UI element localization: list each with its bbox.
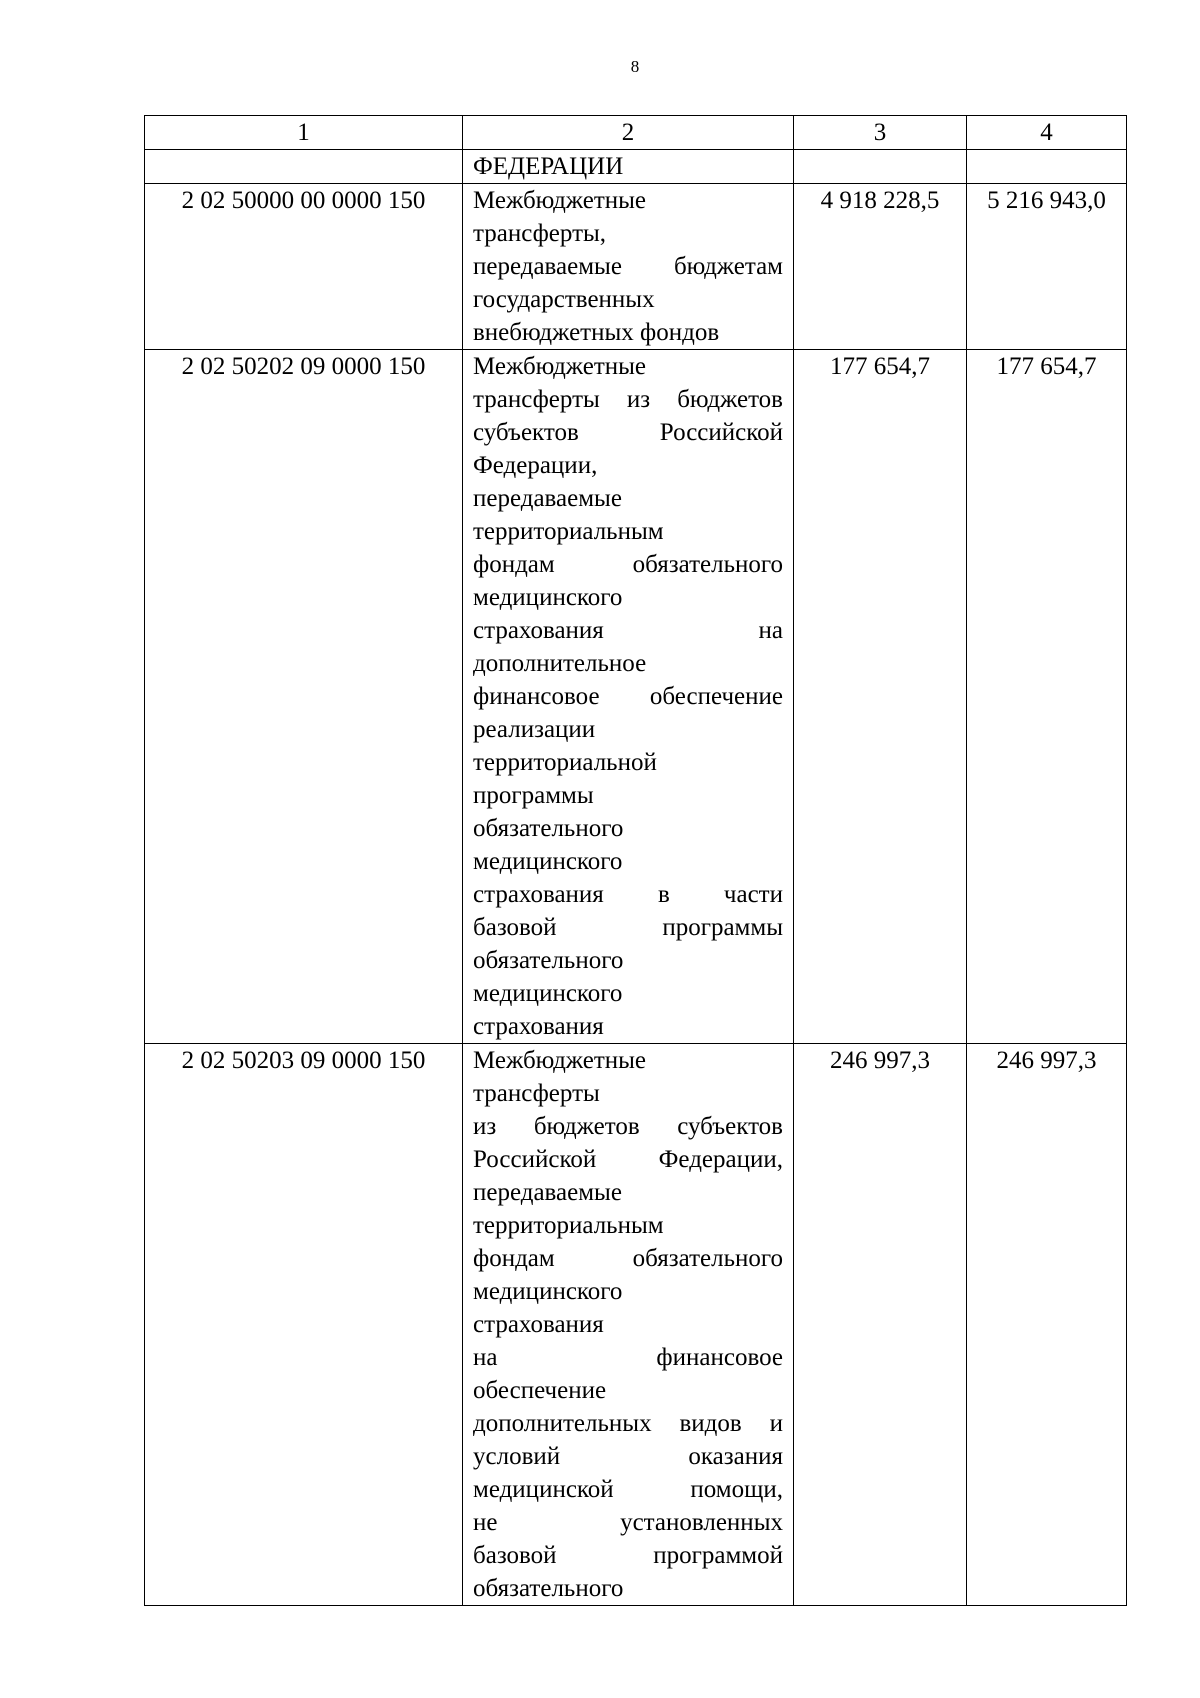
income-name-line: страхования на (473, 617, 783, 644)
income-name-cell (463, 150, 794, 184)
income-name-line: трансферты, (473, 220, 607, 247)
table-header-row (145, 116, 1127, 150)
income-name-line: условий оказания (473, 1443, 783, 1470)
income-name-line: базовой программы (473, 914, 783, 941)
budget-code-cell: 2 02 50000 00 0000 150 (145, 184, 463, 350)
column-header-2: 2 (463, 116, 794, 150)
amount-col4-cell: 246 997,3 (967, 1044, 1127, 1606)
column-header-1: 1 (145, 116, 463, 150)
income-name-cell (463, 184, 794, 350)
table-row (145, 1044, 1127, 1606)
income-name-line: территориальным (473, 518, 664, 545)
income-name-line: ФЕДЕРАЦИИ (473, 153, 624, 180)
income-name-line: субъектов Российской (473, 419, 783, 446)
income-name-line: медицинского (473, 584, 623, 611)
amount-col3-cell: 177 654,7 (794, 350, 967, 1044)
income-name-line: медицинской помощи, (473, 1476, 783, 1503)
income-name-cell (463, 1044, 794, 1606)
income-name-line: территориальной (473, 749, 657, 776)
amount-col4-cell: 177 654,7 (967, 350, 1127, 1044)
table-body (145, 150, 1127, 1606)
income-name-line: страхования в части (473, 881, 783, 908)
income-name-line: медицинского (473, 1278, 623, 1305)
table-row (145, 350, 1127, 1044)
income-name-line: дополнительных видов и (473, 1410, 783, 1437)
income-name-line: Межбюджетные (473, 353, 647, 380)
income-name-line: обеспечение (473, 1377, 607, 1404)
income-name-line: Межбюджетные (473, 187, 647, 214)
income-name-line: передаваемые (473, 485, 622, 512)
amount-col3-cell (794, 150, 967, 184)
amount-col4-cell: 5 216 943,0 (967, 184, 1127, 350)
income-name-line: трансферты из бюджетов (473, 386, 783, 413)
income-name-line: реализации (473, 716, 596, 743)
page-number: 8 (630, 57, 640, 76)
income-name-line: передаваемые (473, 1179, 622, 1206)
income-name-line: Российской Федерации, (473, 1146, 783, 1173)
budget-code-cell (145, 150, 463, 184)
column-header-3: 3 (794, 116, 967, 150)
income-name-line: обязательного (473, 815, 624, 842)
income-name-line: из бюджетов субъектов (473, 1113, 783, 1140)
income-name-line: внебюджетных фондов (473, 319, 720, 346)
income-name-line: дополнительное (473, 650, 647, 677)
income-name-line: медицинского (473, 980, 623, 1007)
table-row (145, 184, 1127, 350)
income-name-line: страхования (473, 1013, 604, 1040)
income-name-line: финансовое обеспечение (473, 683, 783, 710)
income-name-line: передаваемые бюджетам (473, 253, 783, 280)
table-row (145, 150, 1127, 184)
income-name-line: обязательного (473, 1575, 624, 1602)
budget-table (144, 115, 1127, 1606)
income-name-line: трансферты (473, 1080, 600, 1107)
income-name-line: территориальным (473, 1212, 664, 1239)
income-name-line: фондам обязательного (473, 1245, 783, 1272)
amount-col3-cell: 4 918 228,5 (794, 184, 967, 350)
budget-code-cell: 2 02 50202 09 0000 150 (145, 350, 463, 1044)
amount-col3-cell: 246 997,3 (794, 1044, 967, 1606)
income-name-line: государственных (473, 286, 655, 313)
income-name-line: на финансовое (473, 1344, 783, 1371)
income-name-line: Федерации, (473, 452, 598, 479)
income-name-cell (463, 350, 794, 1044)
income-name-line: не установленных (473, 1509, 783, 1536)
income-name-line: программы (473, 782, 594, 809)
income-name-line: Межбюджетные (473, 1047, 647, 1074)
column-header-4: 4 (967, 116, 1127, 150)
income-name-line: фондам обязательного (473, 551, 783, 578)
income-name-line: медицинского (473, 848, 623, 875)
budget-code-cell: 2 02 50203 09 0000 150 (145, 1044, 463, 1606)
amount-col4-cell (967, 150, 1127, 184)
income-name-line: базовой программой (473, 1542, 783, 1569)
income-name-line: обязательного (473, 947, 624, 974)
income-name-line: страхования (473, 1311, 604, 1338)
